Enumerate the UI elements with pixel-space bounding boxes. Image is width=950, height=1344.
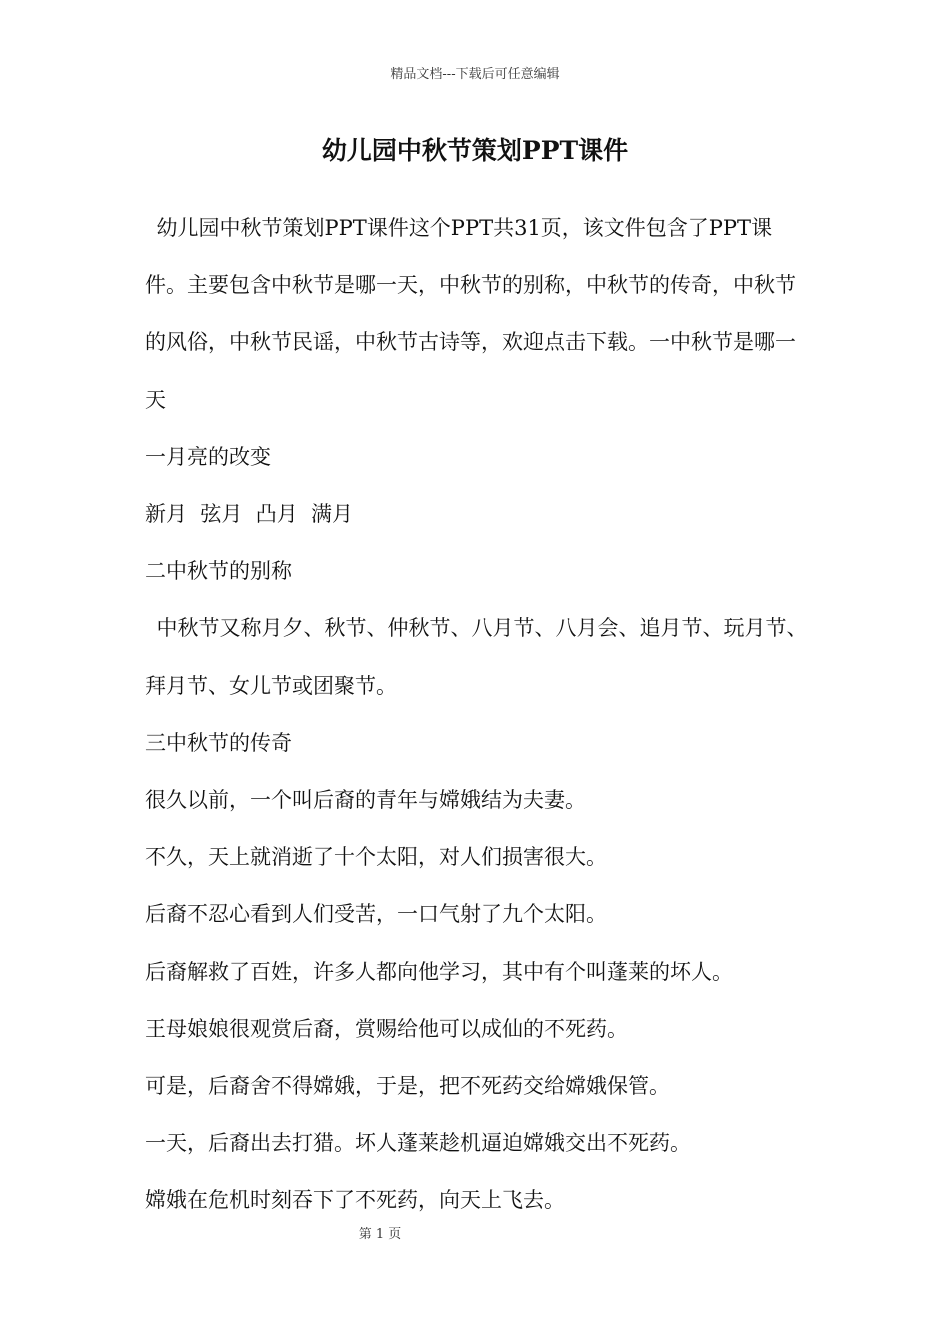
page-number: 第 1 页 xyxy=(358,1227,402,1242)
paragraph-legend-2: 不久，天上就消逝了十个太阳，对人们损害很大。 xyxy=(145,845,607,870)
paragraph-legend-8: 嫦娥在危机时刻吞下了不死药，向天上飞去。 xyxy=(145,1188,565,1213)
paragraph-legend-3: 后裔不忍心看到人们受苦，一口气射了九个太阳。 xyxy=(145,902,607,927)
paragraph-intro: 幼儿园中秋节策划PPT课件这个PPT共31页，该文件包含了PPT课件。主要包含中秋节是哪一天，中秋节的别称，中秋节的传奇，中秋节的风俗，中秋节民谣，中秋节古诗等，欢迎点击下载。一中秋节是哪一天 xyxy=(145,216,796,412)
paragraph-moon-phases: 新月 弦月 凸月 满月 xyxy=(145,502,354,527)
paragraph-legend-1: 很久以前，一个叫后裔的青年与嫦娥结为夫妻。 xyxy=(145,788,586,813)
document-title: 幼儿园中秋节策划PPT课件 xyxy=(321,136,629,165)
paragraph-legend-5: 王母娘娘很观赏后裔，赏赐给他可以成仙的不死药。 xyxy=(145,1016,628,1041)
paragraph-legend-7: 一天，后裔出去打猎。坏人蓬莱趁机逼迫嫦娥交出不死药。 xyxy=(145,1131,691,1156)
paragraph-legend-6: 可是，后裔舍不得嫦娥，于是，把不死药交给嫦娥保管。 xyxy=(145,1074,670,1099)
page-header: 精品文档---下载后可任意编辑 xyxy=(390,67,560,82)
paragraph-alias-heading: 二中秋节的别称 xyxy=(145,559,292,584)
paragraph-legend-heading: 三中秋节的传奇 xyxy=(145,730,292,755)
paragraph-alias: 中秋节又称月夕、秋节、仲秋节、八月节、八月会、追月节、玩月节、拜月节、女儿节或团聚节。 xyxy=(145,616,808,698)
paragraph-legend-4: 后裔解救了百姓，许多人都向他学习，其中有个叫蓬莱的坏人。 xyxy=(145,959,733,984)
document-body xyxy=(145,200,810,1230)
paragraph-moon-change-heading: 一月亮的改变 xyxy=(145,444,271,469)
